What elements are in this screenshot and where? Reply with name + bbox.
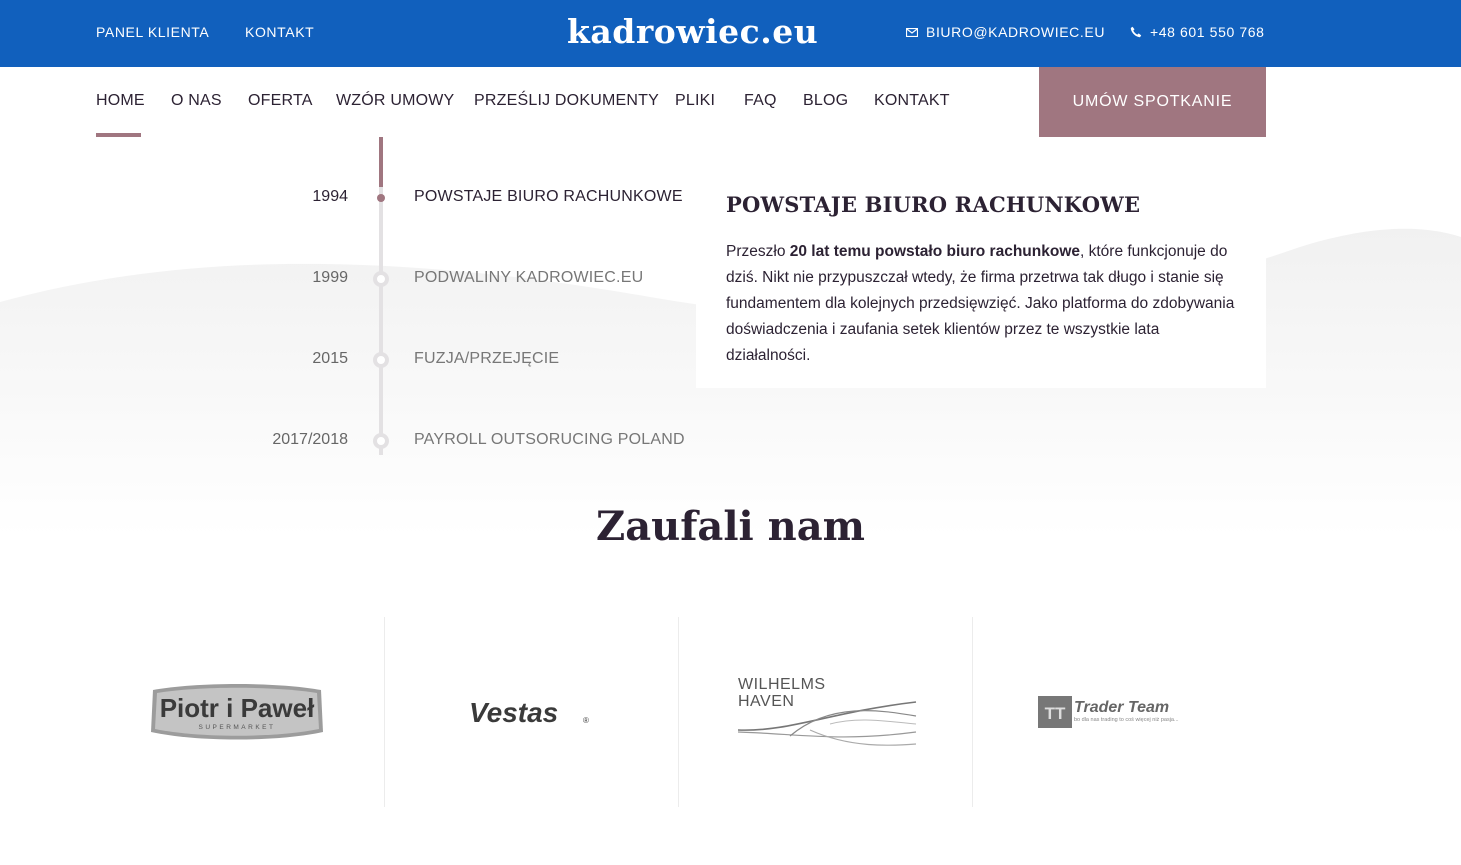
- mail-icon: [906, 28, 918, 37]
- nav-faq[interactable]: FAQ: [744, 92, 777, 109]
- nav-wzor-umowy[interactable]: WZÓR UMOWY: [336, 92, 455, 109]
- nav-pliki[interactable]: PLIKI: [675, 92, 716, 109]
- card-title: POWSTAJE BIURO RACHUNKOWE: [726, 192, 1141, 217]
- wilhelmshaven-line2: HAVEN: [738, 693, 795, 710]
- wilhelmshaven-line1: WILHELMS: [738, 676, 826, 693]
- piotr-i-pawel-sub: SUPERMARKET: [198, 724, 276, 731]
- nav-o-nas[interactable]: O NAS: [171, 92, 222, 109]
- nav-home[interactable]: HOME: [96, 92, 145, 109]
- phone-icon: [1130, 26, 1142, 38]
- timeline-dot[interactable]: [373, 433, 389, 449]
- phone-text: +48 601 550 768: [1150, 24, 1265, 40]
- timeline-label-2017-2018[interactable]: PAYROLL OUTSORUCING POLAND: [414, 431, 685, 448]
- email-text: BIURO@KADROWIEC.EU: [926, 24, 1106, 40]
- brand-logo[interactable]: kadrowiec.eu: [567, 12, 819, 51]
- timeline-detail-card: [696, 160, 1266, 388]
- piotr-i-pawel-logo-mark: [147, 680, 327, 744]
- logo-vestas[interactable]: [384, 617, 678, 807]
- nav-kontakt[interactable]: KONTAKT: [874, 92, 950, 109]
- vestas-name: Vestas: [469, 697, 559, 728]
- timeline-label-1999[interactable]: PODWALINY KADROWIEC.EU: [414, 269, 644, 286]
- logo-wilhelmshaven[interactable]: [678, 617, 972, 807]
- timeline-track-active: [379, 137, 383, 187]
- timeline-year-2017-2018[interactable]: 2017/2018: [272, 431, 348, 448]
- timeline-dot-active[interactable]: [373, 190, 389, 206]
- email-link[interactable]: [906, 24, 1105, 40]
- nav-oferta[interactable]: OFERTA: [248, 92, 313, 109]
- trader-team-name: Trader Team: [1074, 699, 1170, 716]
- panel-klienta-link[interactable]: PANEL KLIENTA: [96, 24, 210, 40]
- timeline-label-1994[interactable]: POWSTAJE BIURO RACHUNKOWE: [414, 188, 683, 205]
- timeline-year-2015[interactable]: 2015: [312, 350, 348, 367]
- timeline-dot[interactable]: [373, 271, 389, 287]
- top-bar: [0, 0, 1461, 67]
- main-nav: [0, 67, 1461, 137]
- client-logos: [90, 617, 1268, 807]
- phone-link[interactable]: [1130, 24, 1265, 40]
- trader-team-mark: TT: [1044, 704, 1066, 723]
- trader-team-tagline: bo dla nas trading to coś więcej niż pasja...: [1074, 717, 1179, 723]
- timeline-label-2015[interactable]: FUZJA/PRZEJĘCIE: [414, 350, 560, 367]
- top-contact-link[interactable]: KONTAKT: [245, 24, 315, 40]
- trusted-heading: Zaufali nam: [596, 503, 865, 550]
- trader-team-logo-mark: [1034, 690, 1204, 734]
- piotr-i-pawel-name: Piotr i Paweł: [159, 693, 315, 723]
- timeline-year-1999[interactable]: 1999: [312, 269, 348, 286]
- logo-trader-team[interactable]: [972, 617, 1266, 807]
- logo-piotr-i-pawel[interactable]: [90, 617, 384, 807]
- timeline-dot[interactable]: [373, 352, 389, 368]
- card-text: Przeszło 20 lat temu powstało biuro rachunkowe, które funkcjonuje do dziś. Nikt nie przypuszczał wtedy, że firma przetrwa tak długo i stanie się fundamentem dla kolejnych przedsięwzięć. Jako platforma do zdobywania doświadczenia i zaufania setek klientów przez te wszystkie lata działalności.: [726, 243, 1235, 364]
- timeline-year-1994[interactable]: 1994: [312, 188, 348, 205]
- nav-blog[interactable]: BLOG: [803, 92, 849, 109]
- book-meeting-button[interactable]: UMÓW SPOTKANIE: [1039, 67, 1266, 137]
- nav-przeslij-dokumenty[interactable]: PRZEŚLIJ DOKUMENTY: [474, 92, 659, 109]
- vestas-registered: ®: [583, 716, 589, 725]
- wilhelmshaven-logo-mark: [730, 672, 920, 752]
- vestas-logo-mark: [461, 692, 601, 732]
